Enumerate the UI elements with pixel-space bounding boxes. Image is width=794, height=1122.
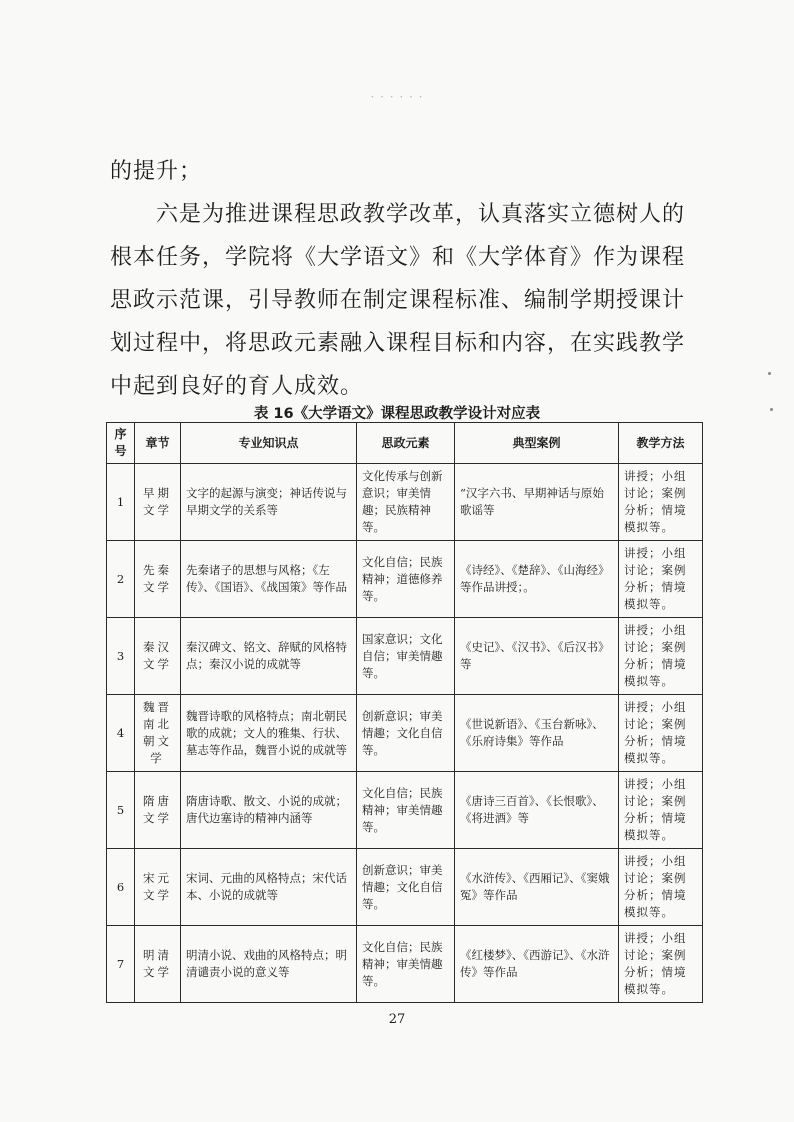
header-knowledge: 专业知识点 xyxy=(181,423,357,464)
paragraph-six: 六是为推进课程思政教学改革，认真落实立德树人的根本任务，学院将《大学语文》和《大学体育》作为课程思政示范课，引导教师在制定课程标准、编制学期授课计划过程中，将思政元素融入课程目标和内容，在实践教学中起到良好的育人成效。 xyxy=(110,202,686,399)
table-row xyxy=(107,926,703,1003)
cell-cases: 《史记》、《汉书》、《后汉书》等 xyxy=(455,618,619,695)
page-header-mark: · · · · · · xyxy=(370,90,424,104)
cell-knowledge: 隋唐诗歌、散文、小说的成就；唐代边塞诗的精神内涵等 xyxy=(181,772,357,849)
table-row xyxy=(107,772,703,849)
paragraph-continuation: 的提升； xyxy=(110,159,203,184)
cell-chapter: 先秦文学 xyxy=(135,541,181,618)
cell-chapter: 魏晋南北朝文学 xyxy=(135,695,181,772)
cell-cases: “汉字六书、早期神话与原始歌谣等 xyxy=(455,464,619,541)
cell-index: 4 xyxy=(107,695,135,772)
table-row xyxy=(107,464,703,541)
table-row xyxy=(107,849,703,926)
table-caption: 表 16《大学语文》课程思政教学设计对应表 xyxy=(253,406,541,422)
cell-index: 2 xyxy=(107,541,135,618)
cell-method: 讲授；小组讨论；案例分析；情境模拟等。 xyxy=(619,464,703,541)
cell-chapter: 隋唐文学 xyxy=(135,772,181,849)
cell-knowledge: 明清小说、戏曲的风格特点；明清谴责小说的意义等 xyxy=(181,926,357,1003)
cell-chapter: 早期文学 xyxy=(135,464,181,541)
table-row xyxy=(107,695,703,772)
course-design-table xyxy=(106,422,703,1003)
cell-knowledge: 宋词、元曲的风格特点；宋代话本、小说的成就等 xyxy=(181,849,357,926)
cell-ideology: 文化自信；民族精神；道德修养等。 xyxy=(357,541,455,618)
header-method: 教学方法 xyxy=(619,423,703,464)
cell-ideology: 文化传承与创新意识；审美情趣；民族精神等。 xyxy=(357,464,455,541)
cell-knowledge: 秦汉碑文、铭文、辞赋的风格特点；秦汉小说的成就等 xyxy=(181,618,357,695)
scan-speck xyxy=(770,408,773,411)
page-number: 27 xyxy=(388,1012,406,1027)
table-row xyxy=(107,541,703,618)
cell-method: 讲授；小组讨论；案例分析；情境模拟等。 xyxy=(619,849,703,926)
scan-speck xyxy=(768,372,771,375)
cell-ideology: 文化自信；民族精神；审美情趣等。 xyxy=(357,772,455,849)
cell-chapter: 宋元文学 xyxy=(135,849,181,926)
cell-method: 讲授；小组讨论；案例分析；情境模拟等。 xyxy=(619,541,703,618)
cell-index: 6 xyxy=(107,849,135,926)
cell-method: 讲授；小组讨论；案例分析；情境模拟等。 xyxy=(619,926,703,1003)
cell-cases: 《唐诗三百首》、《长恨歌》、《将进酒》等 xyxy=(455,772,619,849)
header-ideology: 思政元素 xyxy=(357,423,455,464)
cell-chapter: 明清文学 xyxy=(135,926,181,1003)
cell-index: 3 xyxy=(107,618,135,695)
cell-knowledge: 先秦诸子的思想与风格；《左传》、《国语》、《战国策》等作品 xyxy=(181,541,357,618)
cell-method: 讲授；小组讨论；案例分析；情境模拟等。 xyxy=(619,618,703,695)
table-row xyxy=(107,618,703,695)
cell-cases: 《诗经》、《楚辞》、《山海经》等作品讲授；。 xyxy=(455,541,619,618)
cell-method: 讲授；小组讨论；案例分析；情境模拟等。 xyxy=(619,772,703,849)
cell-knowledge: 文字的起源与演变；神话传说与早期文学的关系等 xyxy=(181,464,357,541)
cell-ideology: 国家意识；文化自信；审美情趣等。 xyxy=(357,618,455,695)
cell-index: 7 xyxy=(107,926,135,1003)
header-cases: 典型案例 xyxy=(455,423,619,464)
cell-cases: 《世说新语》、《玉台新咏》、《乐府诗集》等作品 xyxy=(455,695,619,772)
cell-chapter: 秦汉文学 xyxy=(135,618,181,695)
cell-ideology: 创新意识；审美情趣；文化自信等。 xyxy=(357,849,455,926)
cell-ideology: 文化自信；民族精神；审美情趣等。 xyxy=(357,926,455,1003)
cell-cases: 《红楼梦》、《西游记》、《水浒传》等作品 xyxy=(455,926,619,1003)
cell-knowledge: 魏晋诗歌的风格特点；南北朝民歌的成就；文人的雅集、行状、墓志等作品，魏晋小说的成就等 xyxy=(181,695,357,772)
cell-index: 5 xyxy=(107,772,135,849)
cell-index: 1 xyxy=(107,464,135,541)
cell-ideology: 创新意识；审美情趣；文化自信等。 xyxy=(357,695,455,772)
header-index: 序号 xyxy=(107,423,135,464)
cell-method: 讲授；小组讨论；案例分析；情境模拟等。 xyxy=(619,695,703,772)
body-text xyxy=(110,150,700,408)
header-chapter: 章节 xyxy=(135,423,181,464)
cell-cases: 《水浒传》、《西厢记》、《窦娥冤》等作品 xyxy=(455,849,619,926)
table-header-row xyxy=(107,423,703,464)
